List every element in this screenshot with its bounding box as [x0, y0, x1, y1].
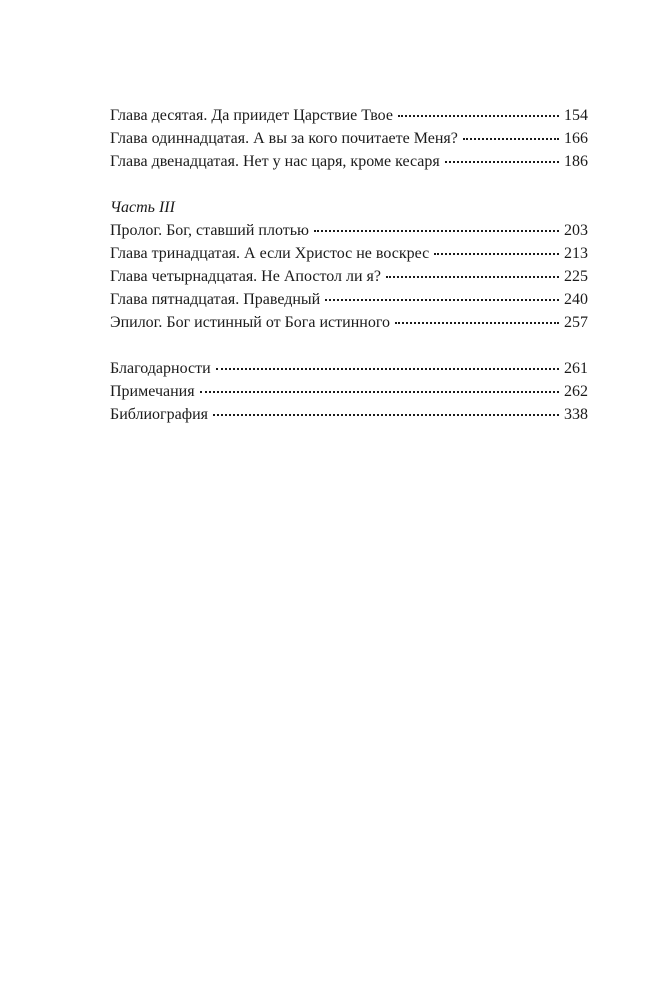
toc-entry-title: Глава тринадцатая. А если Христос не воскрес — [110, 245, 430, 262]
toc-entry-page: 257 — [564, 314, 588, 331]
toc-entry-title: Библиография — [110, 406, 208, 423]
toc-group-chapters-10-12 — [110, 104, 588, 173]
toc-entry — [110, 150, 588, 173]
toc-entry — [110, 219, 588, 242]
toc-entry-page: 203 — [564, 222, 588, 239]
toc-entry-title: Эпилог. Бог истинный от Бога истинного — [110, 314, 390, 331]
dot-leader — [398, 115, 559, 117]
toc-entry — [110, 380, 588, 403]
toc-entry-page: 166 — [564, 130, 588, 147]
toc-group-back-matter — [110, 357, 588, 426]
toc-entry-title: Глава двенадцатая. Нет у нас царя, кроме кесаря — [110, 153, 440, 170]
toc-entry-title: Глава четырнадцатая. Не Апостол ли я? — [110, 268, 382, 285]
dot-leader — [395, 322, 559, 324]
table-of-contents — [110, 104, 588, 426]
dot-leader — [463, 138, 559, 140]
toc-entry-title: Пролог. Бог, ставший плотью — [110, 222, 309, 239]
toc-entry-title: Примечания — [110, 383, 195, 400]
toc-entry — [110, 242, 588, 265]
dot-leader — [216, 368, 559, 370]
dot-leader — [386, 276, 559, 278]
toc-entry-page: 213 — [564, 245, 588, 262]
toc-entry-title: Глава десятая. Да приидет Царствие Твое — [110, 107, 393, 124]
toc-entry-page: 186 — [564, 153, 588, 170]
toc-entry — [110, 357, 588, 380]
dot-leader — [200, 391, 559, 393]
dot-leader — [445, 161, 559, 163]
toc-entry-page: 154 — [564, 107, 588, 124]
toc-entry-page: 262 — [564, 383, 588, 400]
toc-entry-page: 261 — [564, 360, 588, 377]
dot-leader — [434, 253, 559, 255]
toc-entry — [110, 265, 588, 288]
part-heading: Часть III — [110, 199, 175, 216]
toc-entry-page: 338 — [564, 406, 588, 423]
toc-entry-title: Глава пятнадцатая. Праведный — [110, 291, 321, 308]
toc-group-part-3 — [110, 196, 588, 334]
toc-entry — [110, 104, 588, 127]
toc-entry — [110, 311, 588, 334]
toc-entry — [110, 127, 588, 150]
toc-entry-title: Благодарности — [110, 360, 211, 377]
toc-entry-page: 225 — [564, 268, 588, 285]
dot-leader — [314, 230, 559, 232]
toc-entry — [110, 288, 588, 311]
toc-entry-page: 240 — [564, 291, 588, 308]
toc-entry — [110, 403, 588, 426]
dot-leader — [213, 414, 559, 416]
dot-leader — [325, 299, 559, 301]
toc-entry-title: Глава одиннадцатая. А вы за кого почитаете Меня? — [110, 130, 458, 147]
